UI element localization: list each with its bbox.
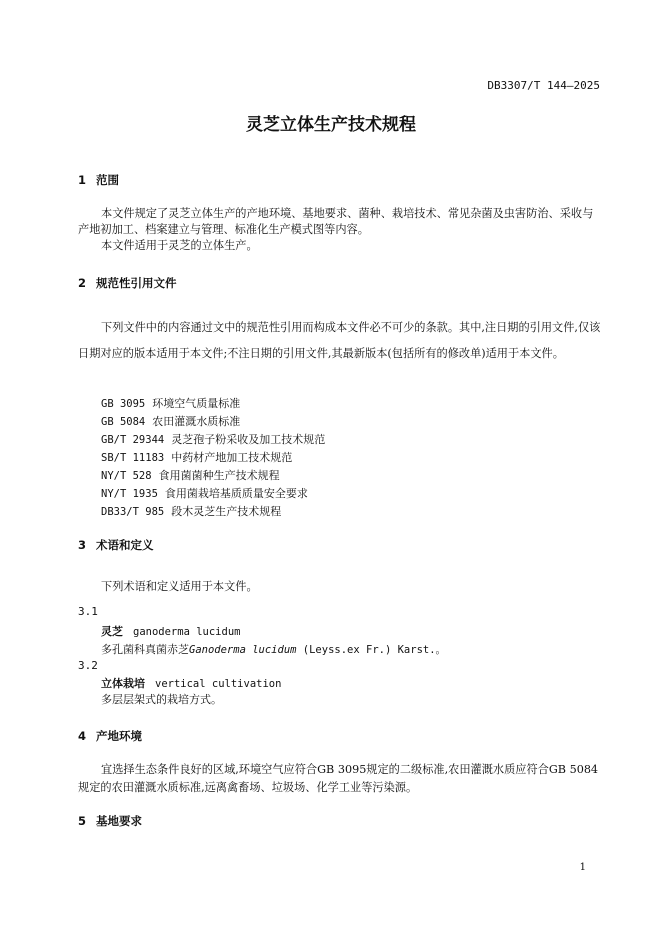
section-title: 术语和定义 bbox=[96, 538, 154, 552]
reference-code: NY/T 528 bbox=[101, 470, 152, 482]
section-title: 范围 bbox=[96, 173, 119, 187]
term-number: 3.2 bbox=[78, 659, 98, 672]
paragraph-text: 宜选择生态条件良好的区域,环境空气应符合GB 3095规定的二级标准,农田灌溉水质应符合GB 5084规定的农田灌溉水质标准,远离禽畜场、垃圾场、化学工业等污染源。 bbox=[78, 763, 599, 794]
term-en: ganoderma lucidum bbox=[133, 626, 241, 638]
section-4-heading bbox=[78, 728, 142, 744]
term-number: 3.1 bbox=[78, 605, 98, 618]
reference-item bbox=[101, 467, 280, 483]
reference-name: 农田灌溉水质标准 bbox=[152, 415, 241, 428]
reference-code: GB/T 29344 bbox=[101, 434, 165, 446]
reference-item bbox=[101, 431, 325, 447]
reference-item bbox=[101, 449, 292, 465]
section-2-paragraph-1 bbox=[78, 315, 601, 367]
section-2-heading bbox=[78, 275, 177, 291]
term-heading bbox=[101, 623, 240, 639]
term-zh: 灵芝 bbox=[101, 625, 123, 638]
section-3-heading bbox=[78, 537, 154, 553]
reference-name: 中药材产地加工技术规范 bbox=[171, 451, 293, 464]
reference-name: 食用菌菌种生产技术规程 bbox=[158, 469, 280, 482]
reference-item bbox=[101, 503, 281, 519]
reference-name: 灵芝孢子粉采收及加工技术规范 bbox=[171, 433, 326, 446]
term-en: vertical cultivation bbox=[155, 678, 282, 690]
reference-item bbox=[101, 485, 308, 501]
section-1-paragraph-2 bbox=[78, 238, 601, 254]
reference-code: DB33/T 985 bbox=[101, 506, 165, 518]
term-definition bbox=[101, 641, 446, 657]
reference-item bbox=[101, 395, 240, 411]
section-4-paragraph-1 bbox=[78, 761, 601, 797]
section-3-paragraph-1 bbox=[78, 579, 601, 595]
definition-latin-name: Ganoderma lucidum bbox=[189, 644, 297, 656]
paragraph-text: 本文件适用于灵芝的立体生产。 bbox=[101, 239, 258, 252]
section-number: 2 bbox=[78, 276, 87, 290]
definition-authority: (Leyss.ex Fr.) Karst.。 bbox=[296, 644, 447, 656]
section-1-heading bbox=[78, 172, 119, 188]
section-title: 规范性引用文件 bbox=[96, 276, 177, 290]
term-definition bbox=[101, 691, 222, 707]
paragraph-text: 下列术语和定义适用于本文件。 bbox=[101, 580, 258, 593]
reference-code: NY/T 1935 bbox=[101, 488, 158, 500]
reference-code: GB 5084 bbox=[101, 416, 146, 428]
reference-name: 食用菌栽培基质质量安全要求 bbox=[164, 487, 308, 500]
section-title: 基地要求 bbox=[96, 814, 142, 828]
term-heading bbox=[101, 675, 281, 691]
standard-number: DB3307/T 144—2025 bbox=[487, 79, 600, 92]
section-number: 3 bbox=[78, 538, 87, 552]
term-zh: 立体栽培 bbox=[101, 677, 145, 690]
paragraph-text: 本文件规定了灵芝立体生产的产地环境、基地要求、菌种、栽培技术、常见杂菌及虫害防治、采收与产地初加工、档案建立与管理、标准化生产模式图等内容。 bbox=[78, 207, 594, 236]
section-number: 4 bbox=[78, 729, 87, 743]
paragraph-text: 下列文件中的内容通过文中的规范性引用而构成本文件必不可少的条款。其中,注日期的引用文件,仅该日期对应的版本适用于本文件;不注日期的引用文件,其最新版本(包括所有的修改单)适用于本文件。 bbox=[78, 321, 601, 360]
section-number: 5 bbox=[78, 814, 87, 828]
section-1-paragraph-1 bbox=[78, 206, 601, 238]
definition-text: 多层层架式的栽培方式。 bbox=[101, 693, 222, 706]
reference-code: SB/T 11183 bbox=[101, 452, 165, 464]
reference-code: GB 3095 bbox=[101, 398, 146, 410]
section-number: 1 bbox=[78, 173, 87, 187]
definition-text: 多孔菌科真菌赤芝 bbox=[101, 643, 189, 656]
reference-item bbox=[101, 413, 240, 429]
document-title: 灵芝立体生产技术规程 bbox=[246, 115, 416, 135]
section-title: 产地环境 bbox=[96, 729, 142, 743]
page-number: 1 bbox=[579, 862, 586, 873]
section-5-heading bbox=[78, 813, 142, 829]
reference-name: 环境空气质量标准 bbox=[152, 397, 241, 410]
reference-name: 段木灵芝生产技术规程 bbox=[171, 505, 282, 518]
